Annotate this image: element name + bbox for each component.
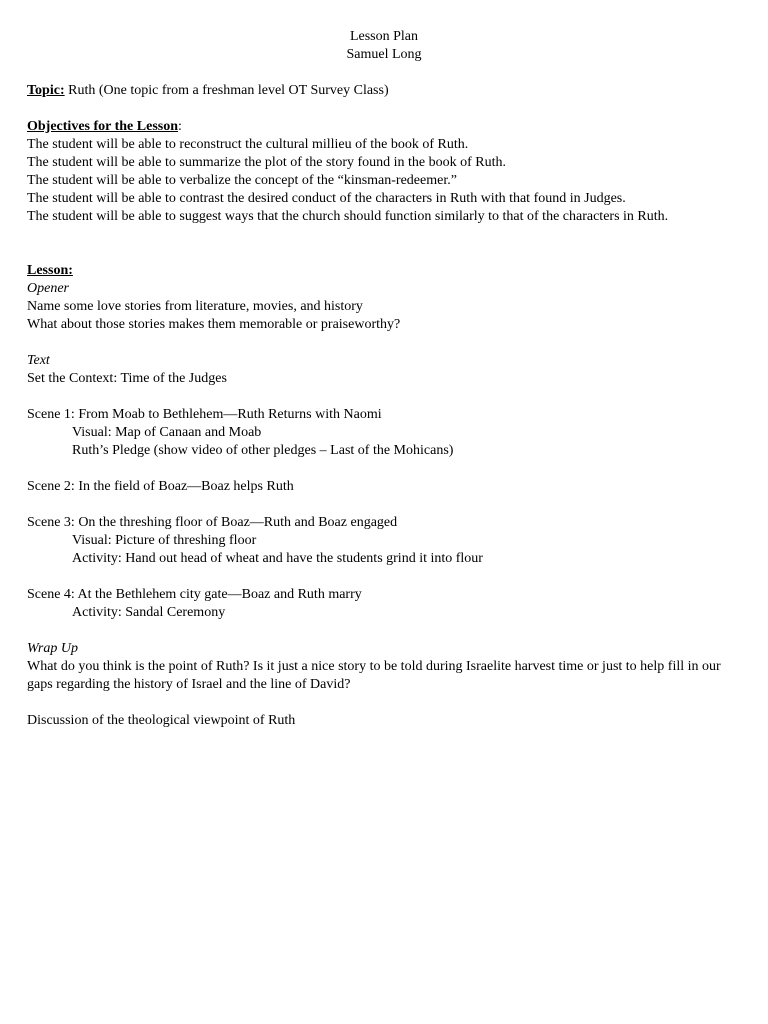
objectives-heading-line [27,118,747,136]
wrap-up-label: Wrap Up [27,641,78,656]
wrap-up-question: What do you think is the point of Ruth? Is it just a nice story to be told during Israelite harvest time or just to help fill in our gaps regarding the history of Israel and the line of David? [27,659,721,692]
lesson-heading: Lesson: [27,263,73,278]
spacer [27,334,747,352]
scene-title: Scene 1: From Moab to Bethlehem—Ruth Returns with Naomi [27,407,382,422]
scene-detail: Activity: Hand out head of wheat and have the students grind it into flour [72,551,483,566]
text-section-context: Set the Context: Time of the Judges [27,371,227,386]
scene-detail: Visual: Map of Canaan and Moab [72,425,262,440]
spacer [27,568,747,586]
scene-title: Scene 4: At the Bethlehem city gate—Boaz and Ruth marry [27,587,362,602]
scene-detail: Activity: Sandal Ceremony [72,605,226,620]
objective-item: The student will be able to contrast the desired conduct of the characters in Ruth with that found in Judges. [27,191,626,206]
opener-label: Opener [27,281,69,296]
document-page [27,28,747,730]
scene-title: Scene 3: On the threshing floor of Boaz—Ruth and Boaz engaged [27,515,398,530]
spacer [27,694,747,712]
spacer [27,622,747,640]
scene-title: Scene 2: In the field of Boaz—Boaz helps Ruth [27,479,294,494]
spacer [27,100,747,118]
document-author: Samuel Long [346,47,422,62]
spacer [27,460,747,478]
document-title: Lesson Plan [349,29,419,44]
objective-item: The student will be able to verbalize the concept of the “kinsman-redeemer.” [27,173,457,188]
text-section-label: Text [27,353,50,368]
objectives-heading-suffix: : [178,119,182,134]
spacer [27,226,747,262]
objective-item: The student will be able to suggest ways that the church should function similarly to that of the characters in Ruth. [27,209,669,224]
opener-line: What about those stories makes them memorable or praiseworthy? [27,317,401,332]
opener-line: Name some love stories from literature, movies, and history [27,299,363,314]
objective-item: The student will be able to summarize the plot of the story found in the book of Ruth. [27,155,507,170]
spacer [27,64,747,82]
topic-label: Topic: [27,83,65,98]
spacer [27,388,747,406]
scene-detail: Visual: Picture of threshing floor [72,533,257,548]
topic-line [27,82,747,100]
topic-text: Ruth (One topic from a freshman level OT Survey Class) [64,83,389,98]
objectives-heading: Objectives for the Lesson [27,119,178,134]
scene-detail: Ruth’s Pledge (show video of other pledges – Last of the Mohicans) [72,443,454,458]
wrap-up-discussion: Discussion of the theological viewpoint of Ruth [27,713,296,728]
spacer [27,496,747,514]
objective-item: The student will be able to reconstruct the cultural millieu of the book of Ruth. [27,137,469,152]
